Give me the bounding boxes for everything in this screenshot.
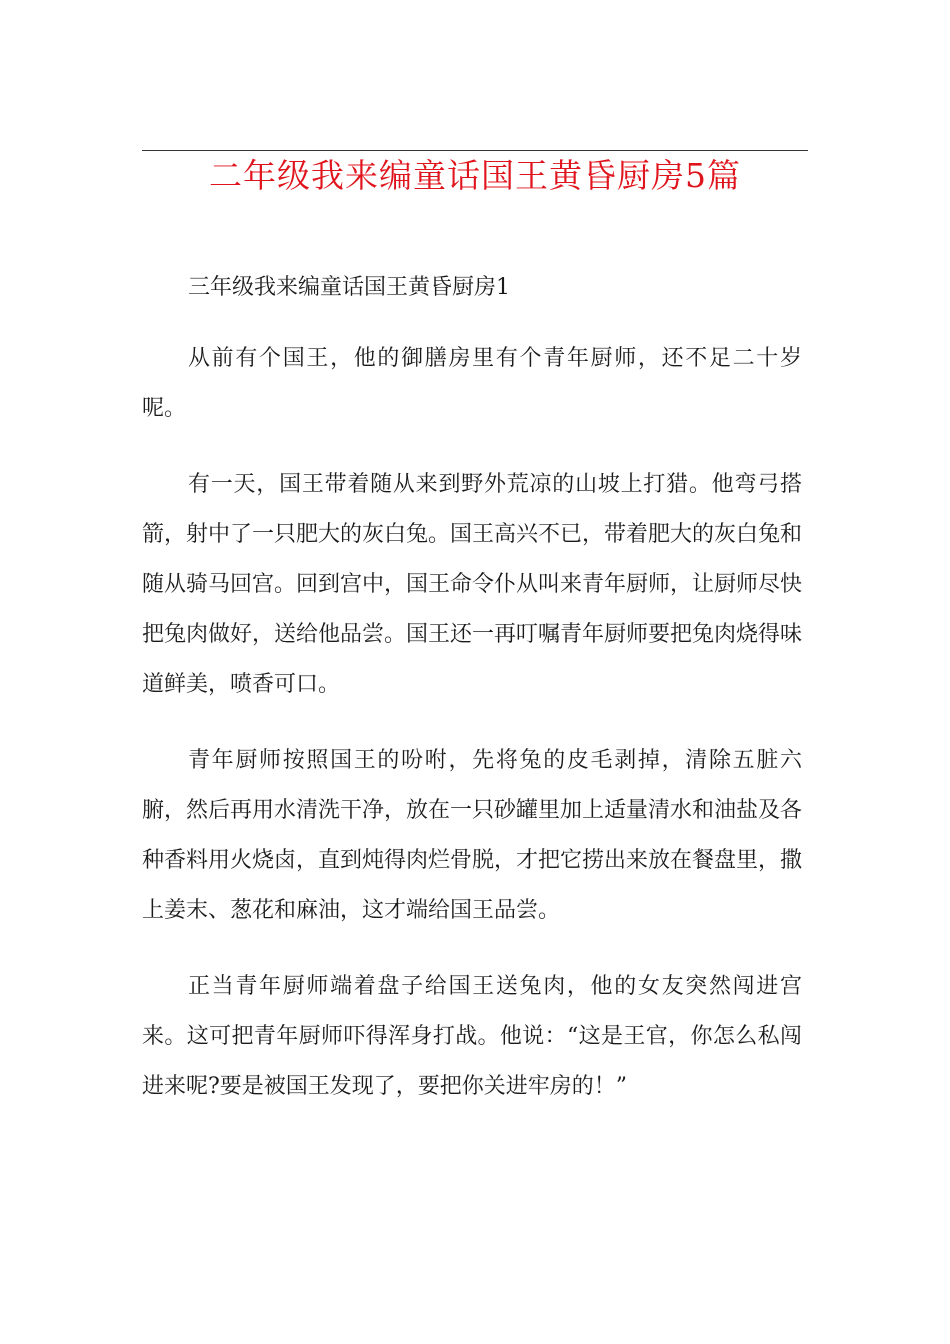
paragraph-4: 正当青年厨师端着盘子给国王送兔肉，他的女友突然闯进宫来。这可把青年厨师吓得浑身打战。他说：“这是王官，你怎么私闯进来呢?要是被国王发现了，要把你关进牢房的！”: [142, 974, 802, 1099]
document-body: [142, 268, 802, 1112]
section-heading: 三年级我来编童话国王黄昏厨房1: [188, 275, 510, 300]
header-rule: [142, 150, 808, 151]
paragraph-2: 有一天，国王带着随从来到野外荒凉的山坡上打猎。他弯弓搭箭，射中了一只肥大的灰白兔。国王高兴不已，带着肥大的灰白兔和随从骑马回宫。回到宫中，国王命令仆从叫来青年厨师，让厨师尽快把兔肉做好，送给他品尝。国王还一再叮嘱青年厨师要把兔肉烧得味道鲜美，喷香可口。: [142, 472, 803, 697]
paragraph-1: 从前有个国王，他的御膳房里有个青年厨师，还不足二十岁呢。: [142, 346, 802, 421]
paragraph-3: 青年厨师按照国王的吩咐，先将兔的皮毛剥掉，清除五脏六腑，然后再用水清洗干净，放在一只砂罐里加上适量清水和油盐及各种香料用火烧卤，直到炖得肉烂骨脱，才把它捞出来放在餐盘里，撒上姜末、葱花和麻油，这才端给国王品尝。: [142, 748, 803, 923]
document-title: 二年级我来编童话国王黄昏厨房5篇: [209, 156, 741, 195]
